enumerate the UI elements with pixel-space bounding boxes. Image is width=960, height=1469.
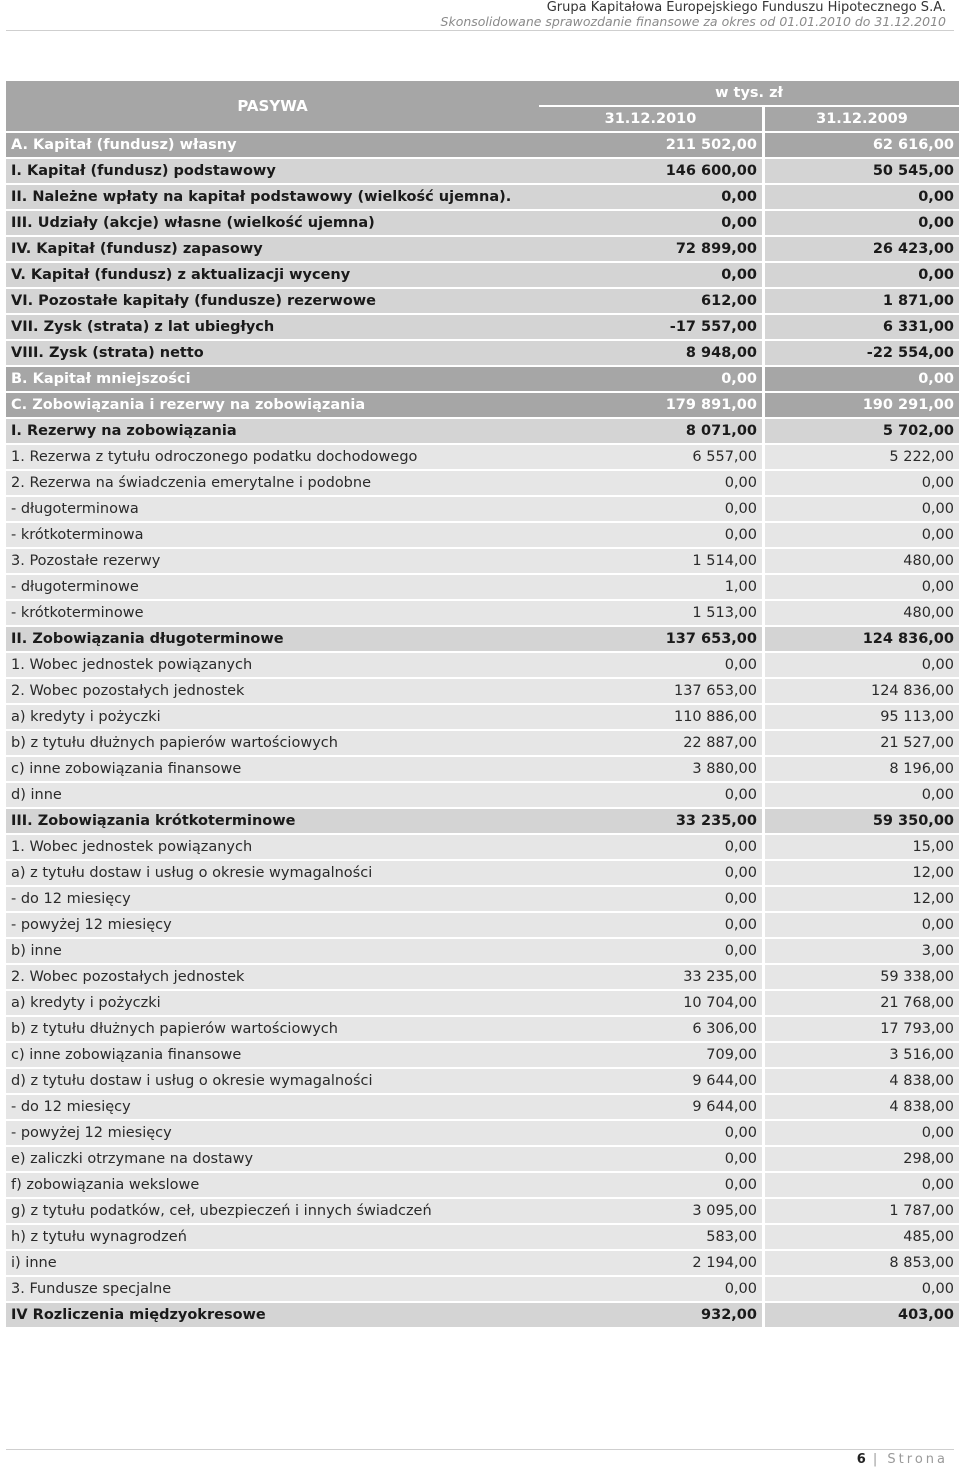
pasywa-table	[6, 79, 959, 1329]
row-label: a) kredyty i pożyczki	[6, 991, 539, 1015]
row-label: d) inne	[6, 783, 539, 807]
footer-divider	[6, 1449, 954, 1450]
table-row	[6, 1225, 959, 1249]
value-2010: 0,00	[539, 783, 765, 807]
value-2009: 0,00	[765, 913, 959, 937]
value-2010: 6 306,00	[539, 1017, 765, 1041]
value-2010: 8 071,00	[539, 419, 765, 443]
table-row	[6, 1303, 959, 1327]
page-number: 6	[856, 1452, 866, 1467]
value-2009: 0,00	[765, 185, 959, 209]
value-2010: 1,00	[539, 575, 765, 599]
table-row	[6, 627, 959, 651]
value-2009: 0,00	[765, 1121, 959, 1145]
table-row	[6, 653, 959, 677]
row-label: 2. Rezerwa na świadczenia emerytalne i podobne	[6, 471, 539, 495]
value-2010: 10 704,00	[539, 991, 765, 1015]
value-2009: 403,00	[765, 1303, 959, 1327]
table-row	[6, 211, 959, 235]
value-2009: 4 838,00	[765, 1095, 959, 1119]
value-2009: 0,00	[765, 497, 959, 521]
header-divider	[6, 30, 954, 31]
value-2009: 0,00	[765, 523, 959, 547]
row-label: h) z tytułu wynagrodzeń	[6, 1225, 539, 1249]
value-2009: 298,00	[765, 1147, 959, 1171]
table-row	[6, 809, 959, 833]
table-row	[6, 263, 959, 287]
table-row	[6, 1199, 959, 1223]
value-2009: 4 838,00	[765, 1069, 959, 1093]
value-2009: 1 871,00	[765, 289, 959, 313]
table-row	[6, 393, 959, 417]
value-2009: 59 338,00	[765, 965, 959, 989]
row-label: III. Zobowiązania krótkoterminowe	[6, 809, 539, 833]
value-2010: 72 899,00	[539, 237, 765, 261]
table-row	[6, 731, 959, 755]
page-word: Strona	[887, 1452, 948, 1467]
table-row	[6, 133, 959, 157]
row-label: VII. Zysk (strata) z lat ubiegłych	[6, 315, 539, 339]
value-2009: 12,00	[765, 887, 959, 911]
value-2009: 6 331,00	[765, 315, 959, 339]
table-row	[6, 1277, 959, 1301]
value-2010: 0,00	[539, 185, 765, 209]
value-2009: 0,00	[765, 263, 959, 287]
page-footer	[857, 1452, 948, 1467]
value-2010: 1 514,00	[539, 549, 765, 573]
table-row	[6, 835, 959, 859]
row-label: II. Zobowiązania długoterminowe	[6, 627, 539, 651]
table-body	[6, 133, 959, 1327]
table-row	[6, 497, 959, 521]
value-2009: 21 527,00	[765, 731, 959, 755]
row-label: - powyżej 12 miesięcy	[6, 1121, 539, 1145]
table-row	[6, 757, 959, 781]
value-2010: 0,00	[539, 653, 765, 677]
row-label: d) z tytułu dostaw i usług o okresie wymagalności	[6, 1069, 539, 1093]
value-2009: 26 423,00	[765, 237, 959, 261]
value-2009: 59 350,00	[765, 809, 959, 833]
table-row	[6, 1251, 959, 1275]
table-row	[6, 1095, 959, 1119]
value-2009: 50 545,00	[765, 159, 959, 183]
column-header-2010: 31.12.2010	[539, 107, 765, 131]
row-label: b) z tytułu dłużnych papierów wartościowych	[6, 731, 539, 755]
value-2009: 8 853,00	[765, 1251, 959, 1275]
value-2010: 709,00	[539, 1043, 765, 1067]
report-subtitle: Skonsolidowane sprawozdanie finansowe za okres od 01.01.2010 do 31.12.2010	[440, 14, 946, 29]
value-2009: 0,00	[765, 211, 959, 235]
row-label: - do 12 miesięcy	[6, 1095, 539, 1119]
value-2009: 95 113,00	[765, 705, 959, 729]
table-row	[6, 861, 959, 885]
table-row	[6, 965, 959, 989]
value-2010: 137 653,00	[539, 627, 765, 651]
value-2010: 0,00	[539, 913, 765, 937]
value-2009: 3,00	[765, 939, 959, 963]
table-row	[6, 1043, 959, 1067]
value-2010: -17 557,00	[539, 315, 765, 339]
row-label: - długoterminowa	[6, 497, 539, 521]
value-2009: 0,00	[765, 653, 959, 677]
company-name: Grupa Kapitałowa Europejskiego Funduszu Hipotecznego S.A.	[546, 0, 946, 15]
value-2009: 0,00	[765, 1277, 959, 1301]
table-row	[6, 991, 959, 1015]
table-row	[6, 705, 959, 729]
row-label: A. Kapitał (fundusz) własny	[6, 133, 539, 157]
table-row	[6, 315, 959, 339]
value-2009: 5 702,00	[765, 419, 959, 443]
row-label: VI. Pozostałe kapitały (fundusze) rezerwowe	[6, 289, 539, 313]
value-2009: 21 768,00	[765, 991, 959, 1015]
row-label: - krótkoterminowe	[6, 601, 539, 625]
value-2009: -22 554,00	[765, 341, 959, 365]
value-2010: 2 194,00	[539, 1251, 765, 1275]
value-2009: 0,00	[765, 1173, 959, 1197]
value-2009: 5 222,00	[765, 445, 959, 469]
value-2010: 0,00	[539, 861, 765, 885]
value-2009: 190 291,00	[765, 393, 959, 417]
row-label: a) kredyty i pożyczki	[6, 705, 539, 729]
value-2009: 62 616,00	[765, 133, 959, 157]
value-2009: 15,00	[765, 835, 959, 859]
value-2010: 0,00	[539, 1277, 765, 1301]
value-2010: 9 644,00	[539, 1095, 765, 1119]
row-label: g) z tytułu podatków, ceł, ubezpieczeń i innych świadczeń	[6, 1199, 539, 1223]
value-2010: 0,00	[539, 887, 765, 911]
value-2010: 179 891,00	[539, 393, 765, 417]
row-label: 1. Wobec jednostek powiązanych	[6, 653, 539, 677]
value-2010: 110 886,00	[539, 705, 765, 729]
table-row	[6, 341, 959, 365]
value-2010: 137 653,00	[539, 679, 765, 703]
table-row	[6, 601, 959, 625]
value-2009: 0,00	[765, 575, 959, 599]
value-2010: 0,00	[539, 367, 765, 391]
table-row	[6, 887, 959, 911]
table-row	[6, 1017, 959, 1041]
value-2010: 0,00	[539, 471, 765, 495]
value-2009: 3 516,00	[765, 1043, 959, 1067]
value-2010: 1 513,00	[539, 601, 765, 625]
table-row	[6, 913, 959, 937]
row-label: i) inne	[6, 1251, 539, 1275]
table-row	[6, 679, 959, 703]
row-label: II. Należne wpłaty na kapitał podstawowy (wielkość ujemna).	[6, 185, 539, 209]
value-2010: 3 880,00	[539, 757, 765, 781]
value-2009: 480,00	[765, 601, 959, 625]
table-row	[6, 289, 959, 313]
row-label: III. Udziały (akcje) własne (wielkość ujemna)	[6, 211, 539, 235]
value-2010: 211 502,00	[539, 133, 765, 157]
row-label: e) zaliczki otrzymane na dostawy	[6, 1147, 539, 1171]
value-2010: 0,00	[539, 211, 765, 235]
value-2010: 0,00	[539, 1121, 765, 1145]
row-label: f) zobowiązania wekslowe	[6, 1173, 539, 1197]
row-label: B. Kapitał mniejszości	[6, 367, 539, 391]
value-2010: 8 948,00	[539, 341, 765, 365]
table-row	[6, 159, 959, 183]
row-label: C. Zobowiązania i rezerwy na zobowiązania	[6, 393, 539, 417]
value-2009: 17 793,00	[765, 1017, 959, 1041]
row-label: 3. Pozostałe rezerwy	[6, 549, 539, 573]
row-label: c) inne zobowiązania finansowe	[6, 757, 539, 781]
table-row	[6, 237, 959, 261]
row-label: b) inne	[6, 939, 539, 963]
row-label: IV. Kapitał (fundusz) zapasowy	[6, 237, 539, 261]
document-header	[441, 0, 946, 29]
value-2009: 485,00	[765, 1225, 959, 1249]
row-label: - powyżej 12 miesięcy	[6, 913, 539, 937]
column-header-2009: 31.12.2009	[765, 107, 959, 131]
value-2009: 0,00	[765, 367, 959, 391]
row-label: V. Kapitał (fundusz) z aktualizacji wyceny	[6, 263, 539, 287]
table-row	[6, 367, 959, 391]
value-2009: 0,00	[765, 783, 959, 807]
value-2010: 0,00	[539, 263, 765, 287]
value-2009: 124 836,00	[765, 679, 959, 703]
row-label: - do 12 miesięcy	[6, 887, 539, 911]
table-row	[6, 549, 959, 573]
value-2010: 33 235,00	[539, 809, 765, 833]
value-2010: 146 600,00	[539, 159, 765, 183]
row-label: 1. Wobec jednostek powiązanych	[6, 835, 539, 859]
table-row	[6, 1121, 959, 1145]
row-label: VIII. Zysk (strata) netto	[6, 341, 539, 365]
row-label: c) inne zobowiązania finansowe	[6, 1043, 539, 1067]
row-label: 1. Rezerwa z tytułu odroczonego podatku dochodowego	[6, 445, 539, 469]
unit-label: w tys. zł	[539, 81, 959, 105]
value-2010: 33 235,00	[539, 965, 765, 989]
value-2010: 3 095,00	[539, 1199, 765, 1223]
table-row	[6, 523, 959, 547]
row-label: IV Rozliczenia międzyokresowe	[6, 1303, 539, 1327]
table-row	[6, 575, 959, 599]
value-2010: 0,00	[539, 497, 765, 521]
value-2009: 0,00	[765, 471, 959, 495]
value-2010: 6 557,00	[539, 445, 765, 469]
value-2010: 0,00	[539, 939, 765, 963]
value-2010: 0,00	[539, 835, 765, 859]
value-2010: 583,00	[539, 1225, 765, 1249]
table-title: PASYWA	[6, 81, 539, 131]
value-2010: 22 887,00	[539, 731, 765, 755]
value-2010: 0,00	[539, 1173, 765, 1197]
value-2009: 124 836,00	[765, 627, 959, 651]
row-label: 2. Wobec pozostałych jednostek	[6, 965, 539, 989]
value-2010: 0,00	[539, 1147, 765, 1171]
table-row	[6, 783, 959, 807]
row-label: b) z tytułu dłużnych papierów wartościowych	[6, 1017, 539, 1041]
footer-separator: |	[872, 1452, 881, 1467]
table-row	[6, 1147, 959, 1171]
table-row	[6, 445, 959, 469]
value-2009: 8 196,00	[765, 757, 959, 781]
value-2010: 9 644,00	[539, 1069, 765, 1093]
value-2010: 612,00	[539, 289, 765, 313]
value-2009: 12,00	[765, 861, 959, 885]
row-label: I. Kapitał (fundusz) podstawowy	[6, 159, 539, 183]
value-2009: 480,00	[765, 549, 959, 573]
value-2009: 1 787,00	[765, 1199, 959, 1223]
table-row	[6, 471, 959, 495]
table-row	[6, 185, 959, 209]
table-row	[6, 419, 959, 443]
row-label: a) z tytułu dostaw i usług o okresie wymagalności	[6, 861, 539, 885]
table-row	[6, 1173, 959, 1197]
row-label: - długoterminowe	[6, 575, 539, 599]
row-label: 2. Wobec pozostałych jednostek	[6, 679, 539, 703]
row-label: 3. Fundusze specjalne	[6, 1277, 539, 1301]
table-row	[6, 939, 959, 963]
value-2010: 0,00	[539, 523, 765, 547]
row-label: - krótkoterminowa	[6, 523, 539, 547]
value-2010: 932,00	[539, 1303, 765, 1327]
row-label: I. Rezerwy na zobowiązania	[6, 419, 539, 443]
table-row	[6, 1069, 959, 1093]
